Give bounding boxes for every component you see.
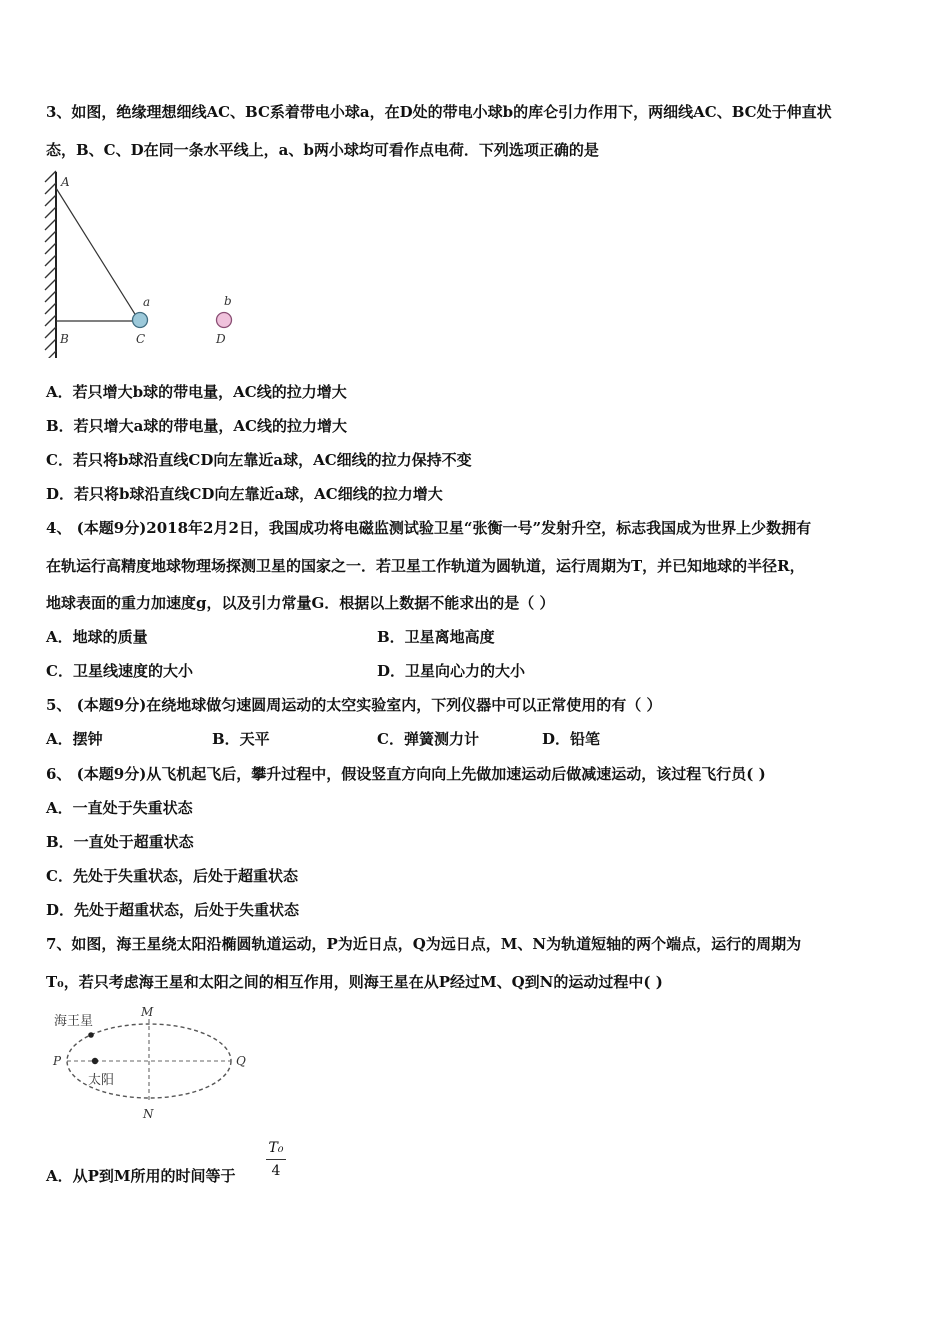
label-p: P	[53, 1054, 62, 1068]
planet-dot	[88, 1032, 94, 1038]
fraction-numerator: T₀	[268, 1140, 284, 1156]
label-m: M	[141, 1005, 154, 1019]
q5-stem: 5、 (本题9分)在绕地球做匀速圆周运动的太空实验室内，下列仪器中可以正常使用的有（ ）	[46, 696, 662, 714]
q6-stem: 6、 (本题9分)从飞机起飞后，攀升过程中，假设竖直方向向上先做加速运动后做减速运动，该过程飞行员( )	[46, 765, 766, 783]
q5-option-b: B．天平	[212, 730, 270, 748]
fraction-denominator: 4	[271, 1163, 281, 1179]
q3-option-d: D．若只将b球沿直线CD向左靠近a球，AC细线的拉力增大	[46, 485, 443, 503]
q4-stem-line3: 地球表面的重力加速度g，以及引力常量G．根据以上数据不能求出的是（ ）	[46, 594, 555, 612]
fraction	[266, 1139, 286, 1180]
q3-stem-line2: 态，B、C、D在同一条水平线上，a、b两小球均可看作点电荷．下列选项正确的是	[46, 141, 599, 159]
q4-stem-line1: 4、 (本题9分)2018年2月2日，我国成功将电磁监测试验卫星“张衡一号”发射升空，标志我国成为世界上少数拥有	[46, 519, 812, 537]
q3-option-b: B．若只增大a球的带电量，AC线的拉力增大	[46, 417, 347, 435]
q3-figure	[40, 168, 250, 358]
ball-b	[217, 313, 232, 328]
label-ball-b: b	[224, 294, 232, 308]
wall-hatch	[45, 171, 56, 358]
q6-option-b: B．一直处于超重状态	[46, 833, 194, 851]
label-n: N	[143, 1107, 154, 1121]
label-sun: 太阳	[88, 1073, 115, 1088]
q4-option-d: D．卫星向心力的大小	[377, 662, 526, 680]
q6-option-c: C．先处于失重状态，后处于超重状态	[46, 867, 298, 885]
label-ball-a: a	[143, 295, 151, 309]
label-a-point: A	[61, 175, 70, 189]
q7-figure	[48, 1002, 268, 1124]
string-ac	[56, 188, 138, 319]
q3-option-a: A．若只增大b球的带电量，AC线的拉力增大	[46, 383, 347, 401]
q4-stem-line2: 在轨运行高精度地球物理场探测卫星的国家之一．若卫星工作轨道为圆轨道，运行周期为T，并已知地球的半径R，	[46, 557, 805, 575]
q7-option-a-text: A．从P到M所用的时间等于	[46, 1167, 236, 1185]
q3-option-c: C．若只将b球沿直线CD向左靠近a球，AC细线的拉力保持不变	[46, 451, 472, 469]
q7-stem-line2: T₀，若只考虑海王星和太阳之间的相互作用，则海王星在从P经过M、Q到N的运动过程中( )	[46, 973, 663, 991]
sun-dot	[92, 1058, 98, 1064]
label-planet: 海王星	[54, 1014, 94, 1029]
q4-option-a: A．地球的质量	[46, 628, 148, 646]
q4-option-b: B．卫星离地高度	[377, 628, 495, 646]
q5-option-a: A．摆钟	[46, 730, 103, 748]
q7-stem-line1: 7、如图，海王星绕太阳沿椭圆轨道运动，P为近日点，Q为远日点，M、N为轨道短轴的两个端点，运行的周期为	[46, 935, 802, 953]
q6-option-d: D．先处于超重状态，后处于失重状态	[46, 901, 300, 919]
q3-stem-line1: 3、如图，绝缘理想细线AC、BC系着带电小球a，在D处的带电小球b的库仑引力作用下，两细线AC、BC处于伸直状	[46, 103, 832, 121]
label-c-point: C	[136, 332, 146, 346]
q4-option-c: C．卫星线速度的大小	[46, 662, 193, 680]
label-b-point: B	[60, 332, 69, 346]
q5-option-d: D．铅笔	[542, 730, 601, 748]
q5-option-c: C．弹簧测力计	[377, 730, 479, 748]
ball-a	[133, 313, 148, 328]
label-d-point: D	[216, 332, 226, 346]
q6-option-a: A．一直处于失重状态	[46, 799, 193, 817]
q7-option-a	[46, 1166, 236, 1186]
label-q: Q	[236, 1054, 246, 1068]
fraction-bar	[266, 1159, 286, 1160]
